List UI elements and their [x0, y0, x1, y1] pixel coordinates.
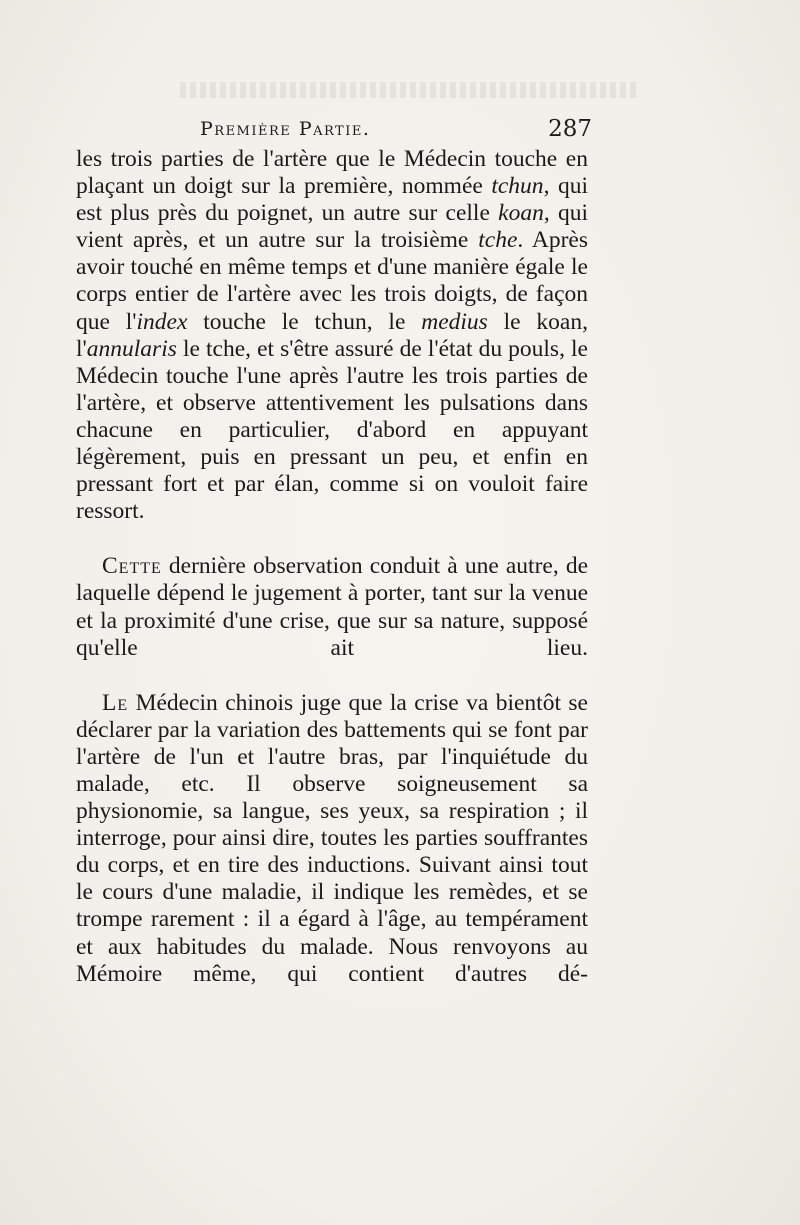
text-run: dernière observation conduit à une autre, de laquelle dépend le jugement à porter, tant sur la venue et la proximité d'une crise, que sur sa nature, supposé qu'elle ait lieu.: [76, 553, 588, 661]
italic-term: annularis: [86, 335, 177, 362]
text-run: Médecin chinois juge que la crise va bientôt se déclarer par la variation des battements qui se font par l'artère de l'un et l'autre bras, par l'inquiétude du malade, etc. Il observe soigneusement sa physionomie, sa langue, ses yeux, sa respiration ; il interroge, pour ainsi dire, toutes les parties souffrantes du corps, et en tire des inductions. Suivant ainsi tout le cours d'une maladie, il indique les remèdes, et se trompe rarement : il a égard à l'âge, au tempérament et aux habitudes du malade. Nous renvoyons au Mémoire même, qui contient d'autres dé-: [76, 689, 588, 987]
bleed-through-shadow: [180, 82, 640, 98]
italic-term: koan: [498, 200, 544, 227]
text-run: touche le tchun, le: [187, 308, 422, 335]
text-run: le koan, l': [76, 308, 588, 362]
italic-term: tchun: [491, 173, 544, 200]
italic-term: tche: [478, 227, 518, 254]
text-run: le tche, et s'être assuré de l'état du pouls, le Médecin touche l'une après l'autre les trois parties de l'artère, et observe attentivement les pulsations dans chacune en particulier, d'abord en appuyant légèrement, puis en pressant un peu, et enfin en pressant fort et par élan, comme si on vouloit faire ressort.: [76, 335, 588, 525]
paragraph-1: [76, 146, 588, 525]
smallcaps-lead: Cette: [102, 553, 162, 580]
text-run: , qui vient après, et un autre sur la troisième: [76, 200, 588, 254]
body-text: [76, 146, 588, 988]
paragraph-2: [76, 553, 588, 661]
page-number: 287: [548, 116, 592, 142]
paragraph-3: [76, 690, 588, 988]
text-run: les trois parties de l'artère que le Médecin touche en plaçant un doigt sur la première, nommée: [76, 146, 588, 200]
text-run: . Après avoir touché en même temps et d'une manière égale le corps entier de l'artère avec les trois doigts, de façon que l': [76, 227, 588, 335]
text-run: , qui est plus près du poignet, un autre sur celle: [76, 173, 588, 227]
smallcaps-lead: Le: [102, 689, 129, 716]
running-title: Première Partie.: [200, 118, 371, 140]
italic-term: medius: [421, 308, 488, 335]
italic-term: index: [136, 308, 188, 335]
